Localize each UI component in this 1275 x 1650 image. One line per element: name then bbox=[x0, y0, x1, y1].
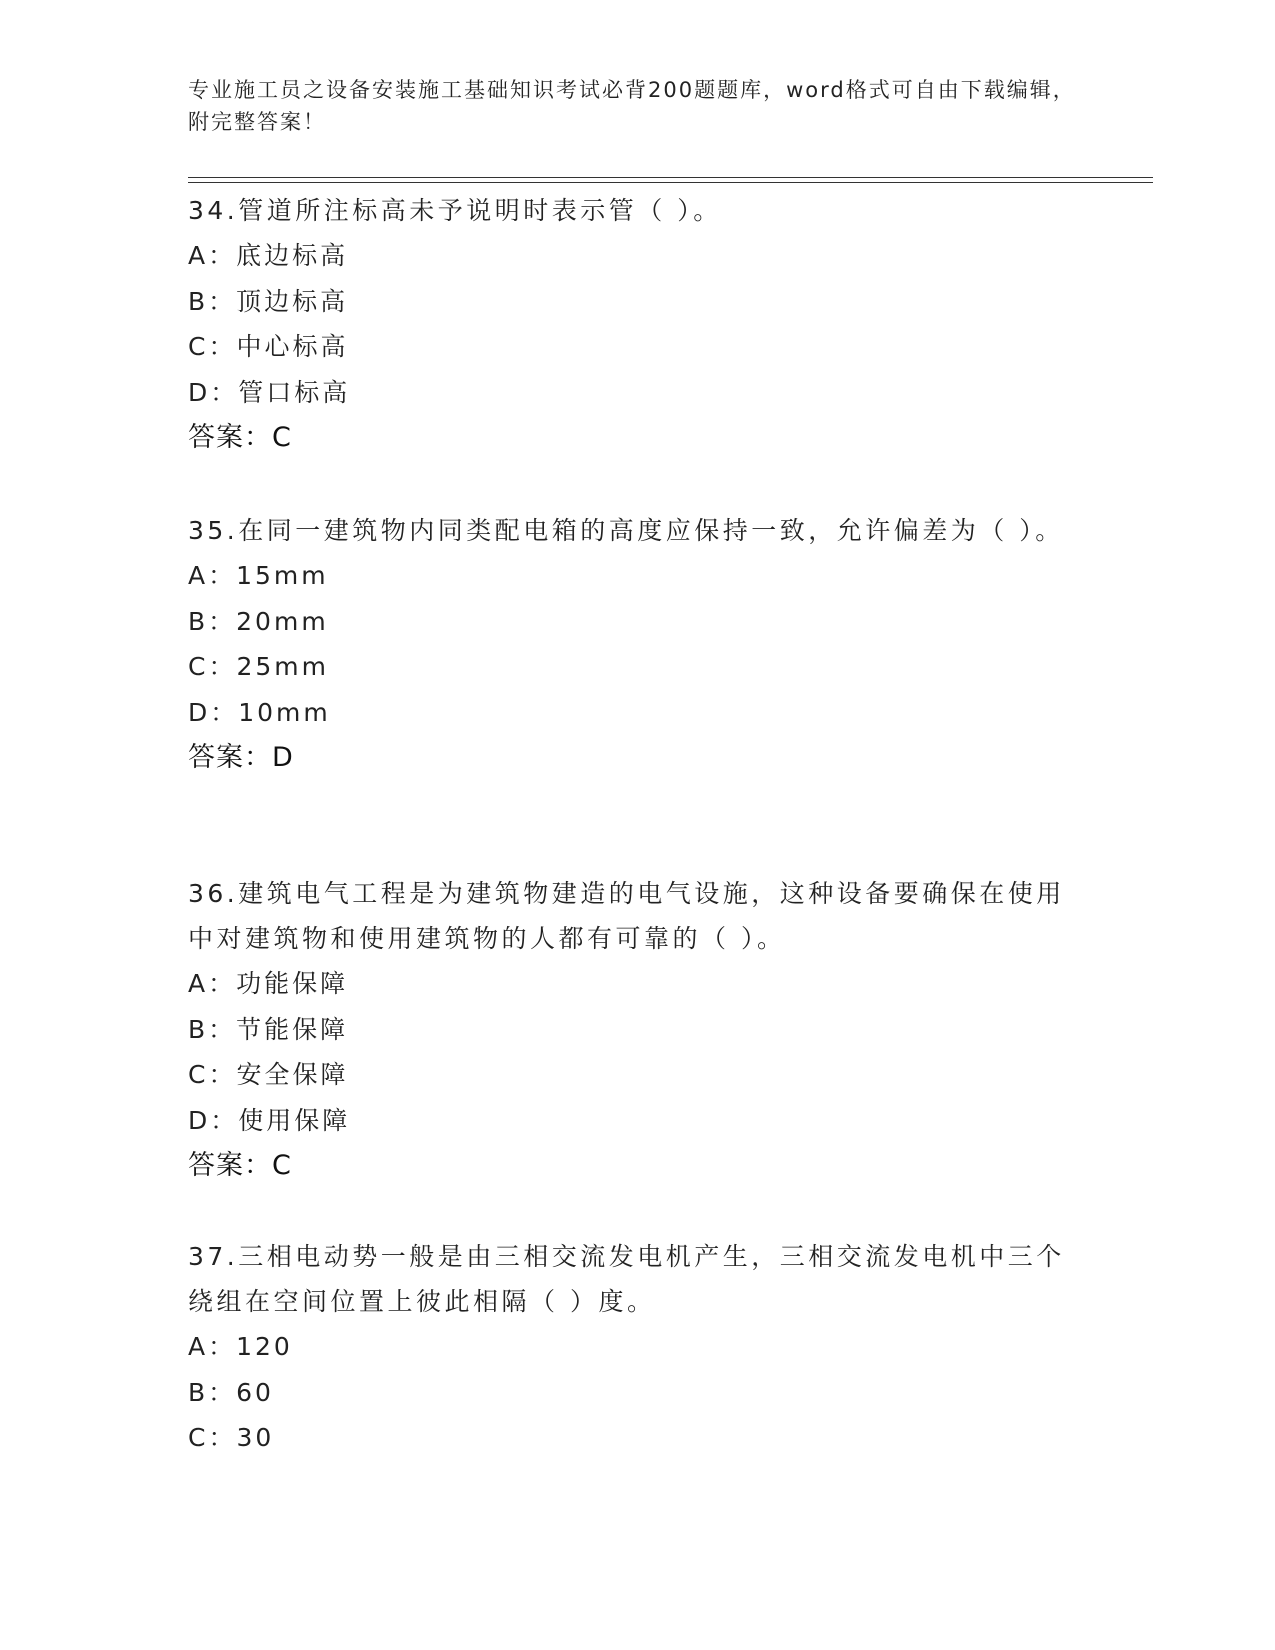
question-stem: 34.管道所注标高未予说明时表示管（ ）。 bbox=[188, 196, 722, 225]
document-header: 专业施工员之设备安装施工基础知识考试必背200题题库，word格式可自由下载编辑，附完整答案！ bbox=[188, 78, 1076, 134]
option-a: A：底边标高 bbox=[188, 241, 349, 270]
option-c: C：30 bbox=[188, 1423, 275, 1452]
question-stem: 35.在同一建筑物内同类配电箱的高度应保持一致，允许偏差为（ ）。 bbox=[188, 516, 1064, 545]
option-a: A：120 bbox=[188, 1332, 293, 1361]
option-c: C：中心标高 bbox=[188, 332, 349, 361]
option-b: B：节能保障 bbox=[188, 1014, 349, 1044]
option-c: C：安全保障 bbox=[188, 1060, 349, 1089]
question-stem: 36.建筑电气工程是为建筑物建造的电气设施，这种设备要确保在使用中对建筑物和使用建筑物的人都有可靠的（ ）。 bbox=[188, 879, 1065, 953]
option-a: A：15mm bbox=[188, 561, 329, 590]
option-b: B：顶边标高 bbox=[188, 286, 349, 316]
option-d: D：10mm bbox=[188, 697, 331, 727]
option-b: B：20mm bbox=[188, 606, 329, 636]
question-37 bbox=[188, 1234, 1088, 1461]
question-stem: 37.三相电动势一般是由三相交流发电机产生，三相交流发电机中三个绕组在空间位置上彼此相隔（ ）度。 bbox=[188, 1242, 1065, 1316]
header-divider-bottom bbox=[188, 182, 1153, 183]
option-d: D：使用保障 bbox=[188, 1105, 351, 1135]
option-b: B：60 bbox=[188, 1377, 274, 1407]
option-c: C：25mm bbox=[188, 652, 329, 681]
question-34 bbox=[188, 188, 1088, 461]
answer-line: 答案：D bbox=[188, 742, 294, 773]
answer-line: 答案：C bbox=[188, 422, 292, 453]
question-35 bbox=[188, 508, 1088, 781]
question-36 bbox=[188, 871, 1088, 1189]
header-divider-top bbox=[188, 177, 1153, 178]
option-d: D：管口标高 bbox=[188, 377, 351, 407]
answer-line: 答案：C bbox=[188, 1150, 292, 1181]
option-a: A：功能保障 bbox=[188, 969, 349, 998]
